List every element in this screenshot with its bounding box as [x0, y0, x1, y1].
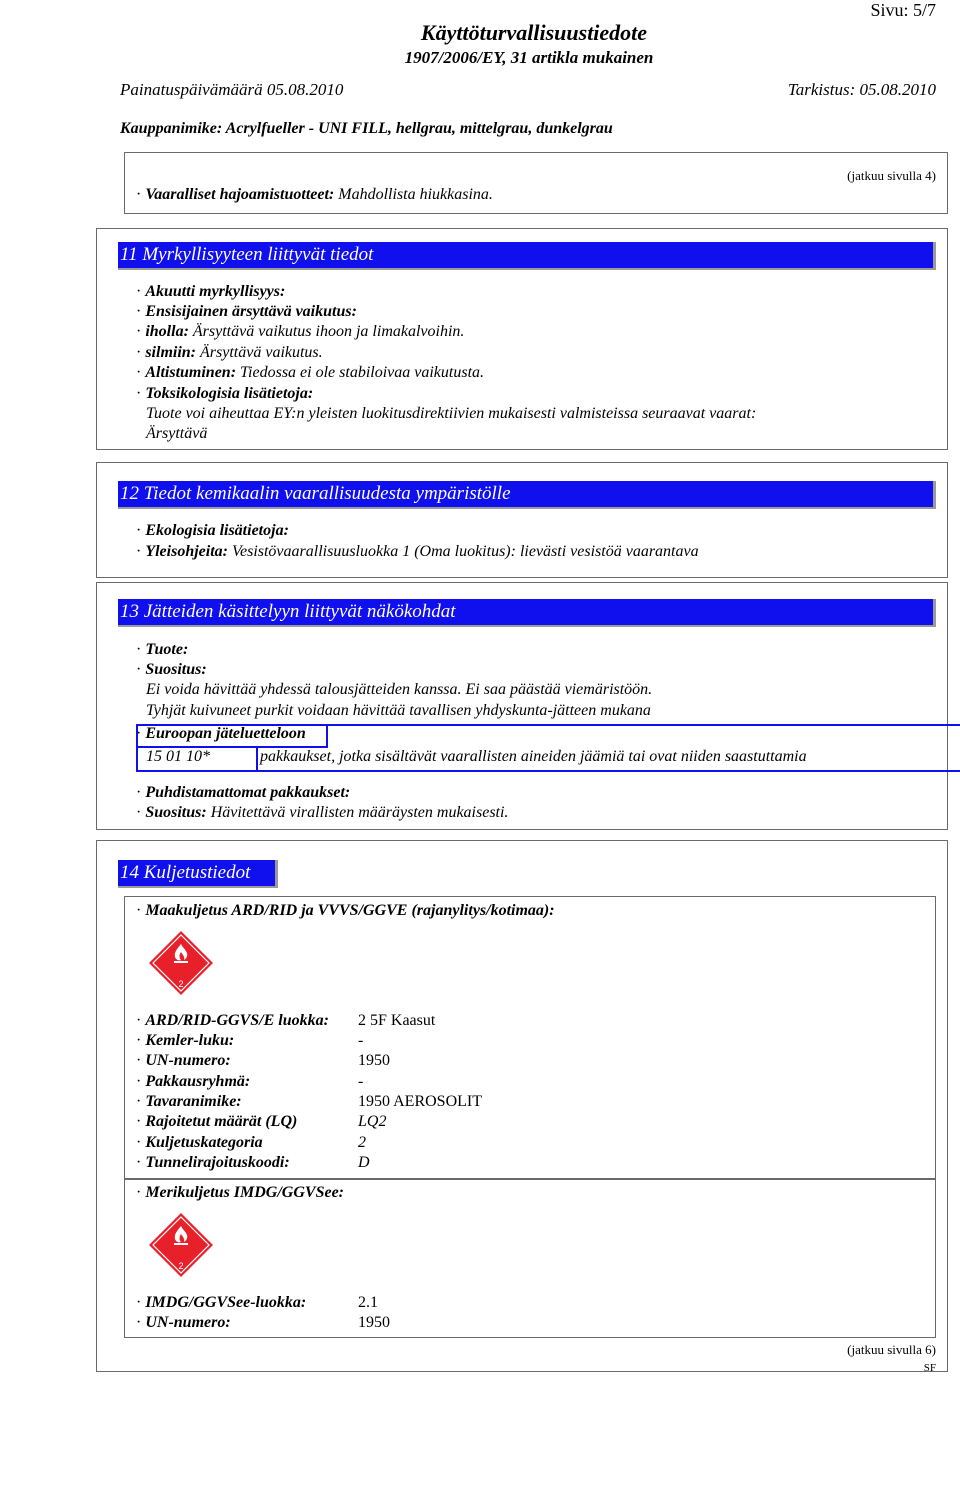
field-label: silmiin: [145, 344, 197, 361]
field-value: Ärsyttävä [146, 425, 208, 442]
transport-label-transport-category: · Kuljetuskategoria [136, 1134, 263, 1151]
field-value: Ärsyttävä vaikutus ihoon ja limakalvoihin. [192, 323, 465, 340]
continued-from-note: (jatkuu sivulla 4) [847, 168, 936, 183]
recommendation-line-2 [146, 702, 651, 720]
field-label: Tunnelirajoituskoodi: [145, 1154, 290, 1171]
uncleaned-packaging-row: · Puhdistamattomat pakkaukset: [136, 784, 351, 801]
field-label: Pakkausryhmä: [145, 1073, 251, 1090]
sea-label-imdg-class: · IMDG/GGVSee-luokka: [136, 1294, 307, 1311]
waste-catalogue-header-row: · Euroopan jäteluetteloon [136, 725, 306, 742]
field-value: Tiedossa ei ole stabiloivaa vaikutusta. [240, 364, 485, 381]
field-label: Toksikologisia lisätietoja: [145, 385, 314, 402]
trade-name: Kauppanimike: Acrylfueller - UNI FILL, hellgrau, mittelgrau, dunkelgrau [120, 120, 613, 137]
field-value: Ärsyttävä vaikutus. [200, 344, 323, 361]
field-value: Mahdollista hiukkasina. [338, 186, 493, 203]
document-title: Käyttöturvallisuustiedote [420, 20, 648, 45]
transport-label-goods-name: · Tavaranimike: [136, 1093, 242, 1110]
recommendation-line-1 [146, 681, 652, 699]
language-code: SF [923, 1362, 936, 1374]
field-label: Kemler-luku: [145, 1032, 235, 1049]
transport-label-un-number: · UN-numero: [136, 1052, 231, 1069]
field-label: Ensisijainen ärsyttävä vaikutus: [145, 303, 357, 320]
field-label: Altistuminen: [145, 364, 237, 381]
section-title-text: 14 Kuljetustiedot [120, 862, 251, 883]
transport-value-un-number: 1950 [358, 1052, 390, 1069]
field-label: Suositus: [145, 804, 207, 821]
field-label: Yleisohjeita: [145, 543, 228, 560]
field-label: Maakuljetus ARD/RID ja VVVS/GGVE (rajanylitys/kotimaa): [145, 902, 555, 919]
sea-value-imdg-class: 2.1 [358, 1294, 378, 1311]
hazardous-decomposition-row: · Vaaralliset hajoamistuotteet: Mahdollista hiukkasina. [136, 186, 493, 203]
waste-description [260, 748, 807, 766]
flammable-gas-placard-icon [148, 1212, 214, 1278]
field-label: ARD/RID-GGVS/E luokka: [145, 1012, 329, 1029]
field-value: pakkaukset, jotka sisältävät vaarallisten aineiden jäämiä tai ovat niiden saastuttamia [260, 748, 807, 765]
primary-irritant-row: · Ensisijainen ärsyttävä vaikutus: [136, 303, 357, 320]
revision-date: Tarkistus: 05.08.2010 [787, 80, 936, 99]
field-value: Ei voida hävittää yhdessä talousjätteiden kanssa. Ei saa päästää viemäristöön. [146, 681, 653, 698]
transport-label-adr-class: · ARD/RID-GGVS/E luokka: [136, 1012, 329, 1029]
section-12-title [118, 481, 936, 509]
document-subtitle: 1907/2006/EY, 31 artikla mukainen [404, 48, 654, 67]
transport-value-adr-class: 2 5F Kaasut [358, 1012, 436, 1029]
transport-value-limited-quantities: LQ2 [358, 1113, 387, 1130]
section-14-title [118, 860, 278, 888]
placard-class-number: 2 [178, 1261, 184, 1271]
field-label: UN-numero: [145, 1314, 231, 1331]
sea-value-un-number: 1950 [358, 1314, 390, 1331]
transport-label-tunnel-code: · Tunnelirajoituskoodi: [136, 1154, 290, 1171]
general-notes-row: · Yleisohjeita: Vesistövaarallisuusluokka 1 (Oma luokitus): lievästi vesistöä vaarantava [136, 543, 699, 560]
packaging-recommendation-row: · Suositus: Hävitettävä virallisten määräysten mukaisesti. [136, 804, 509, 821]
field-value: Vesistövaarallisuusluokka 1 (Oma luokitus): lievästi vesistöä vaarantava [231, 543, 699, 560]
field-label: Kuljetuskategoria [145, 1134, 263, 1151]
field-label: Rajoitetut määrät (LQ) [145, 1113, 298, 1130]
toxicology-text [146, 405, 756, 423]
field-label: Akuutti myrkyllisyys: [145, 283, 286, 300]
field-value: 15 01 10* [146, 748, 210, 765]
transport-value-tunnel-code: D [358, 1154, 370, 1171]
transport-label-kemler: · Kemler-luku: [136, 1032, 235, 1049]
field-label: Tavaranimike: [145, 1093, 242, 1110]
field-label: Euroopan jäteluetteloon [145, 725, 306, 742]
field-label: Suositus: [145, 661, 207, 678]
toxicology-hazard [146, 425, 207, 443]
field-label: IMDG/GGVSee-luokka: [145, 1294, 307, 1311]
eyes-row: · silmiin: Ärsyttävä vaikutus. [136, 344, 323, 361]
field-value: Tyhjät kuivuneet purkit voidaan hävittää tavallisen yhdyskunta-jätteen mukana [146, 702, 651, 719]
ecological-info-row: · Ekologisia lisätietoja: [136, 522, 289, 539]
transport-value-goods-name: 1950 AEROSOLIT [358, 1093, 482, 1110]
land-transport-heading: · Maakuljetus ARD/RID ja VVVS/GGVE (rajanylitys/kotimaa): [136, 902, 555, 919]
sea-label-un-number: · UN-numero: [136, 1314, 231, 1331]
transport-label-limited-quantities: · Rajoitetut määrät (LQ) [136, 1113, 298, 1130]
acute-toxicity-row: · Akuutti myrkyllisyys: [136, 283, 286, 300]
continuation-frame [124, 152, 948, 214]
continued-to-note: (jatkuu sivulla 6) [847, 1342, 936, 1357]
field-label: Ekologisia lisätietoja: [145, 522, 289, 539]
field-value: Tuote voi aiheuttaa EY:n yleisten luokitusdirektiivien mukaisesti valmisteissa seuraavat vaarat: [146, 405, 757, 422]
transport-value-transport-category: 2 [358, 1134, 366, 1151]
section-11-title [118, 242, 936, 270]
flammable-gas-placard-icon [148, 930, 214, 996]
field-label: iholla: [145, 323, 189, 340]
transport-label-packing-group: · Pakkausryhmä: [136, 1073, 251, 1090]
section-title-text: 13 Jätteiden käsittelyyn liittyvät näkökohdat [120, 601, 456, 622]
section-13-title [118, 599, 936, 627]
field-value: Hävitettävä virallisten määräysten mukaisesti. [210, 804, 509, 821]
product-row: · Tuote: [136, 641, 189, 658]
transport-value-kemler: - [358, 1032, 364, 1049]
placard-class-number: 2 [178, 979, 184, 989]
field-label: Vaaralliset hajoamistuotteet: [145, 186, 335, 203]
waste-code [146, 748, 210, 766]
sea-transport-heading: · Merikuljetus IMDG/GGVSee: [136, 1184, 345, 1201]
field-label: UN-numero: [145, 1052, 231, 1069]
page-number: Sivu: 5/7 [870, 0, 936, 20]
section-title-text: 12 Tiedot kemikaalin vaarallisuudesta ympäristölle [120, 483, 511, 504]
field-label: Puhdistamattomat pakkaukset: [145, 784, 351, 801]
field-label: Tuote: [145, 641, 189, 658]
section-title-text: 11 Myrkyllisyyteen liittyvät tiedot [120, 244, 374, 265]
print-date: Painatuspäivämäärä 05.08.2010 [120, 80, 344, 99]
transport-value-packing-group: - [358, 1073, 364, 1090]
recommendation-row: · Suositus: [136, 661, 207, 678]
sensitisation-row: · Altistuminen: Tiedossa ei ole stabiloivaa vaikutusta. [136, 364, 485, 381]
toxicology-info-row: · Toksikologisia lisätietoja: [136, 385, 314, 402]
field-label: Merikuljetus IMDG/GGVSee: [145, 1184, 345, 1201]
sea-transport-frame [124, 1178, 936, 1338]
skin-row: · iholla: Ärsyttävä vaikutus ihoon ja limakalvoihin. [136, 323, 465, 340]
